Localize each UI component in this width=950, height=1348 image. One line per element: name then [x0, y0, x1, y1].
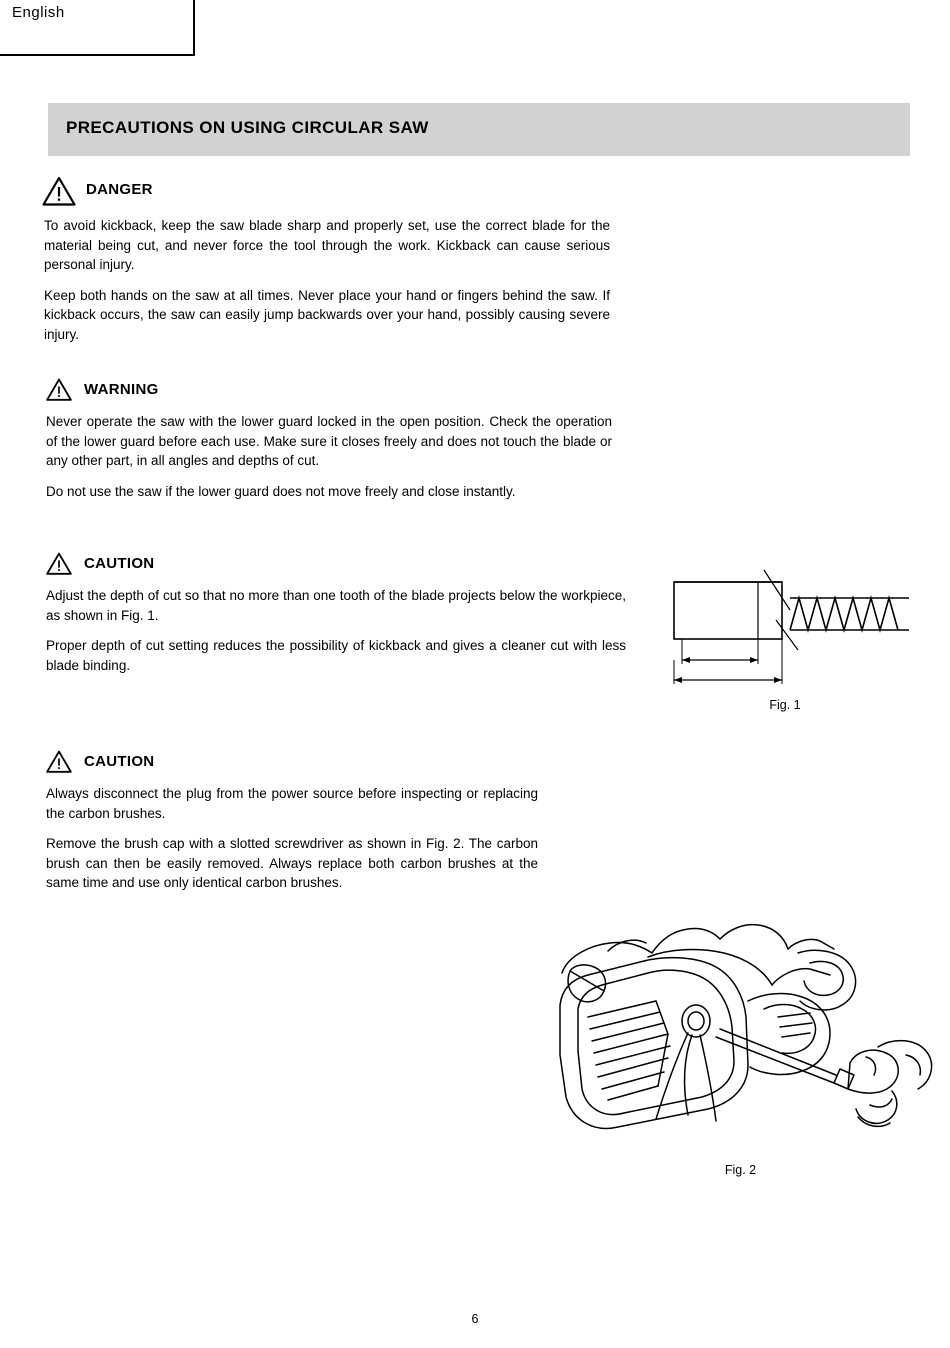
warning-triangle-icon — [46, 378, 72, 401]
warning-body — [46, 784, 538, 893]
warning-heading: CAUTION — [84, 753, 155, 770]
warning-paragraph: Remove the brush cap with a slotted screwdriver as shown in Fig. 2. The carbon brush can then be easily removed. Always replace both carbon brushes at the same time and use only identical carbon brushes. — [46, 836, 538, 890]
warning-paragraph: Proper depth of cut setting reduces the possibility of kickback and gives a cleaner cut with less blade binding. — [46, 638, 626, 673]
warning-body — [46, 412, 612, 501]
warning-triangle-icon — [46, 750, 72, 773]
warning-heading: DANGER — [86, 181, 153, 198]
warning-heading: WARNING — [84, 381, 159, 398]
warning-body — [46, 586, 626, 675]
section-banner — [48, 103, 910, 156]
corner-tab-label: English — [12, 4, 65, 21]
corner-tab — [0, 0, 195, 56]
warning-triangle-icon — [42, 176, 76, 206]
warning-triangle-icon — [46, 552, 72, 575]
page-number: 6 — [471, 1312, 479, 1326]
warning-body — [44, 216, 610, 344]
tool-line-drawing — [548, 905, 933, 1195]
section-title: PRECAUTIONS ON USING CIRCULAR SAW — [66, 118, 429, 137]
warning-paragraph: To avoid kickback, keep the saw blade sharp and properly set, use the correct blade for the material being cut, and never force the tool through the work. Kickback can cause serious personal injury. — [44, 218, 610, 272]
warning-paragraph: Keep both hands on the saw at all times. Never place your hand or fingers behind the saw. If kickback occurs, the saw can easily jump backwards over your hand, possibly causing severe injury. — [44, 287, 610, 342]
figure-caption: Fig. 2 — [724, 1163, 757, 1177]
warning-heading: CAUTION — [84, 555, 155, 572]
figure-caption: Fig. 1 — [769, 698, 801, 712]
warning-paragraph: Adjust the depth of cut so that no more than one tooth of the blade projects below the workpiece, as shown in Fig. 1. — [46, 588, 626, 623]
brush-cap-replacement-illustration — [548, 905, 933, 1195]
warning-paragraph: Do not use the saw if the lower guard does not move freely and close instantly. — [46, 483, 516, 499]
warning-paragraph: Never operate the saw with the lower guard locked in the open position. Check the operation of the lower guard before each use. Make sure it closes freely and does not touch the blade or any other part, in all angles and depths of cut. — [46, 414, 612, 468]
warning-paragraph: Always disconnect the plug from the power source before inspecting or replacing the carbon brushes. — [46, 786, 538, 821]
depth-of-cut-diagram — [660, 558, 910, 728]
